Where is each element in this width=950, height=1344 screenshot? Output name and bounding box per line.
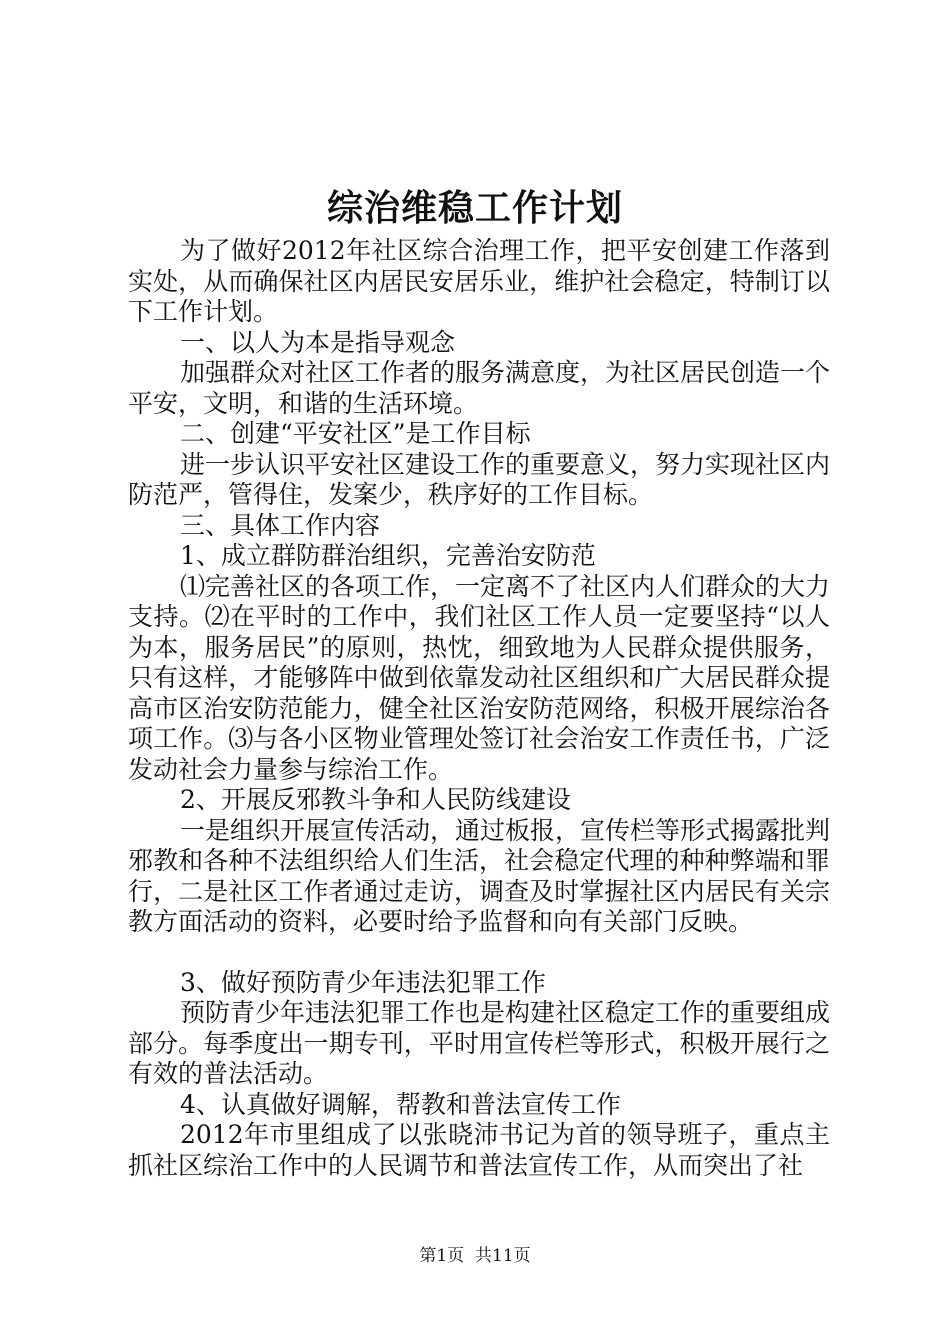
paragraph-4: 一是组织开展宣传活动，通过板报，宣传栏等形式揭露批判邪教和各种不法组织给人们生活，社会稳定代理的种种弊端和罪行，二是社区工作者通过走访，调查及时掌握社区内居民有关宗教方面活动的资料，必要时给予监督和向有关部门反映。	[128, 815, 831, 936]
paragraph-1: 加强群众对社区工作者的服务满意度，为社区居民创造一个平安，文明，和谐的生活环境。	[128, 358, 831, 418]
paragraph-6: 2012年市里组成了以张晓沛书记为首的领导班子，重点主抓社区综治工作中的人民调节和普法宣传工作，从而突出了社	[128, 1120, 830, 1180]
footer-separator	[464, 1246, 475, 1266]
paragraph-intro: 为了做好2012年社区综合治理工作，把平安创建工作落到实处，从而确保社区内居民安居乐业，维护社会稳定，特制订以下工作计划。	[128, 236, 830, 326]
paragraph-2: 进一步认识平安社区建设工作的重要意义，努力实现社区内防范严，管得住，发案少，秩序好的工作目标。	[128, 449, 831, 509]
subsection-heading-3: 3、做好预防青少年违法犯罪工作	[180, 967, 546, 997]
page-number: 第1页	[419, 1246, 465, 1266]
section-heading-1: 一、以人为本是指导观念	[180, 327, 456, 357]
blank-line	[128, 938, 830, 968]
subsection-heading-2: 2、开展反邪教斗争和人民防线建设	[180, 785, 571, 814]
paragraph-5: 预防青少年违法犯罪工作也是构建社区稳定工作的重要组成部分。每季度出一期专刊，平时用宣传栏等形式，积极开展行之有效的普法活动。	[128, 998, 831, 1088]
section-heading-2: 二、创建“平安社区”是工作目标	[180, 419, 531, 448]
subsection-heading-1: 1、成立群防群治组织，完善治安防范	[180, 541, 596, 570]
paragraph-3: ⑴完善社区的各项工作，一定离不了社区内人们群众的大力支持。⑵在平时的工作中，我们社区工作人员一定要坚持“以人为本，服务居民”的原则，热忱，细致地为人民群众提供服务，只有这样，才能够阵中做到依靠发动社区组织和广大居民群众提高市区治安防范能力，健全社区治安防范网络，积极开展综治各项工作。⑶与各小区物业管理处签订社会治安工作责任书，广泛发动社会力量参与综治工作。	[128, 571, 831, 784]
subsection-heading-4: 4、认真做好调解，帮教和普法宣传工作	[180, 1089, 621, 1119]
document-body	[128, 236, 830, 1181]
page-footer	[0, 1244, 950, 1268]
section-heading-3: 三、具体工作内容	[180, 510, 381, 540]
page-total: 共11页	[475, 1246, 531, 1266]
document-title: 综治维稳工作计划	[326, 187, 623, 229]
